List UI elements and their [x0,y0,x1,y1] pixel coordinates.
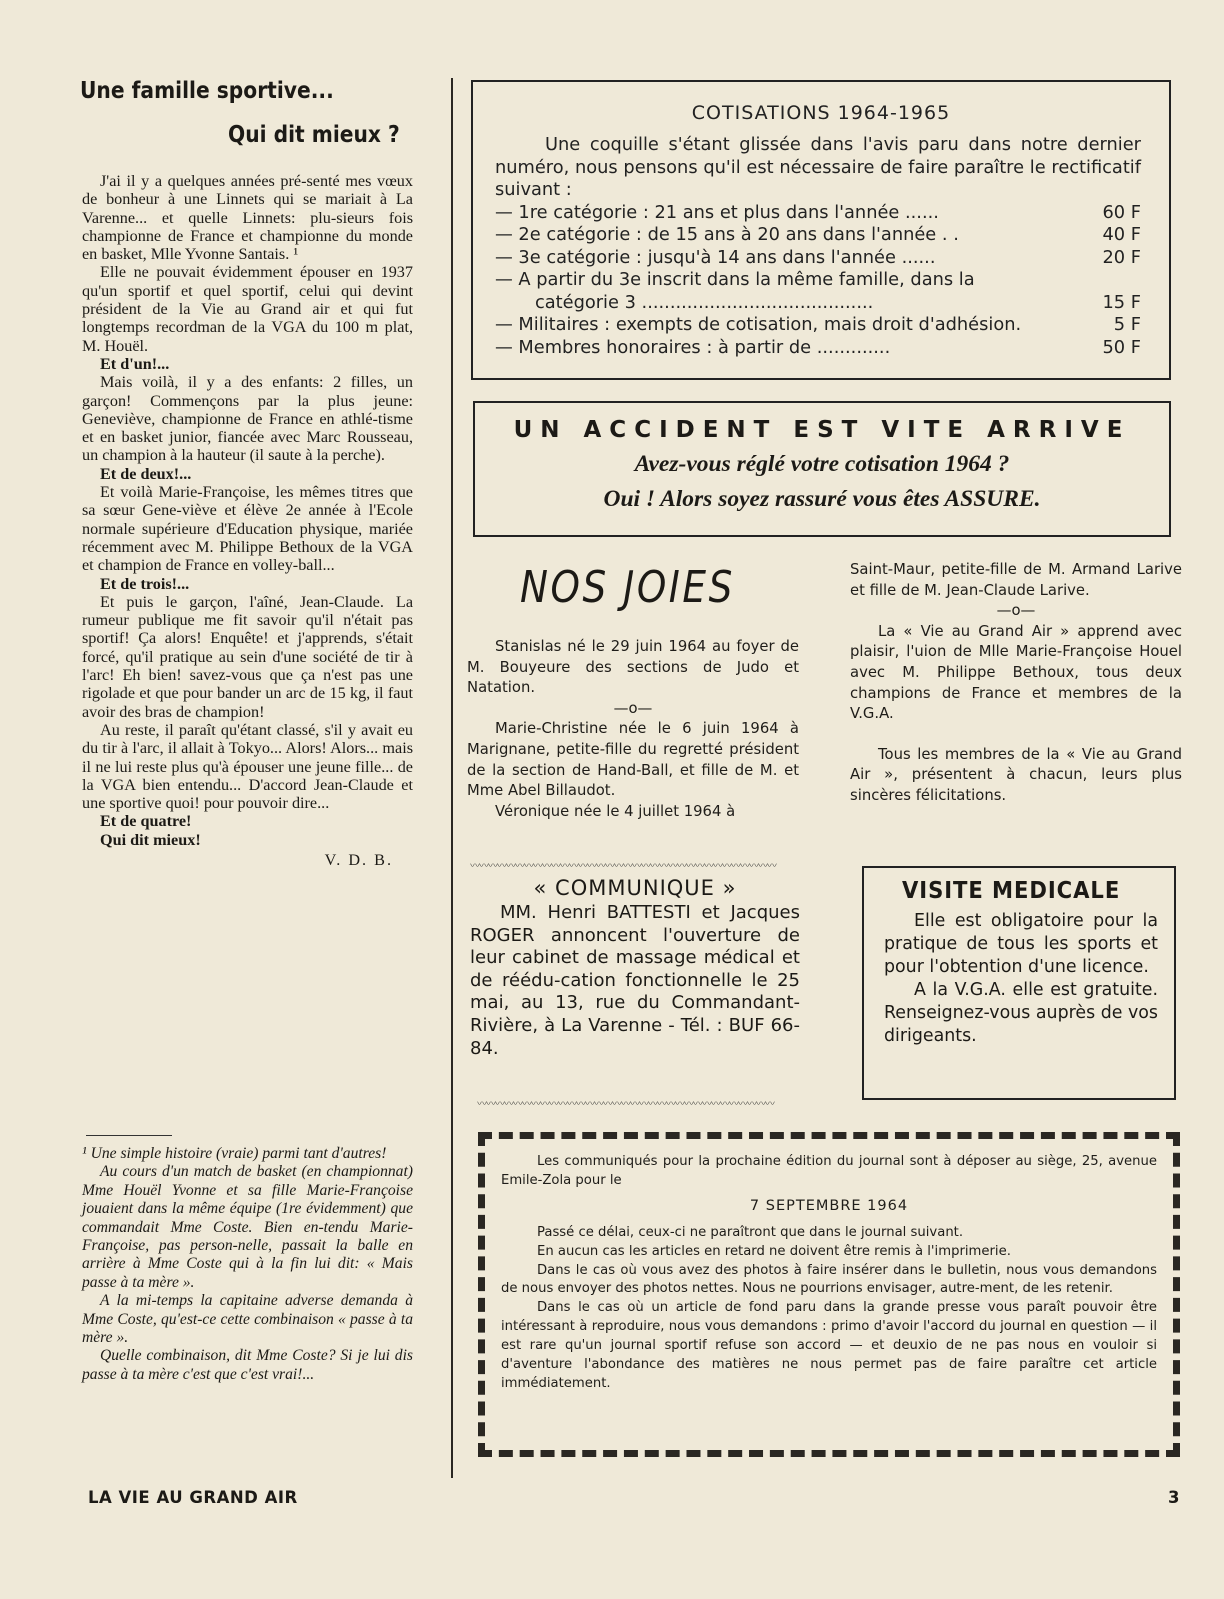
article-paragraph: Au reste, il paraît qu'étant classé, s'il y avait eu du tir à l'arc, il allait à Tokyo... Alors! Alors... mais il ne lui reste plus qu'à épouser une jeune fille... de la VGA bien entendu... D'accord Jean-Claude et une sportive quoi! pour pouvoir dire... [82,720,413,813]
joies-title: NOS JOIES [520,562,735,613]
cotisation-label: — 2e catégorie : de 15 ans à 20 ans dans l'année . . [495,224,959,245]
visite-paragraph: A la V.G.A. elle est gratuite. Renseignez-vous auprès de vos dirigeants. [884,980,1158,1046]
accident-heading: UN ACCIDENT EST VITE ARRIVE [513,417,1131,443]
article-title: Une famille sportive... [80,78,334,104]
cotisation-row [495,224,1141,247]
article-callout: Qui dit mieux! [100,830,201,849]
cotisation-row [495,247,1141,270]
cotisation-label: — Membres honoraires : à partir de ............. [495,336,891,358]
notice-paragraph: Les communiqués pour la prochaine édition du journal sont à déposer au siège, 25, avenue Emile-Zola pour le [501,1154,1157,1188]
cotisation-amount: 60 F [1102,201,1141,223]
cotisations-title: COTISATIONS 1964-1965 [691,102,951,124]
cotisation-row [495,269,1141,292]
visite-medicale-box [862,866,1176,1100]
visite-paragraph: Elle est obligatoire pour la pratique de tous les sports et pour l'obtention d'une licence. [884,911,1158,977]
cotisations-box [471,80,1171,380]
cotisation-amount: 40 F [1102,224,1141,245]
joies-right-column [850,560,1182,807]
cotisation-row [495,202,1141,225]
column-divider [451,78,453,1478]
wave-divider: 〰〰〰〰〰〰〰〰〰〰〰〰〰〰〰〰〰〰〰〰〰〰〰〰〰〰〰〰〰〰〰〰〰〰 [470,861,776,872]
cotisation-label: — 3e catégorie : jusqu'à 14 ans dans l'année ...... [495,246,936,268]
footnote-rule [86,1135,172,1136]
communique-text: MM. Henri BATTESTI et Jacques ROGER annoncent l'ouverture de leur cabinet de massage médical et de réédu-cation fonctionnelle le 25 mai, au 13, rue du Commandant-Rivière, à La Varenne - Tél. : BUF 66-84. [470,902,800,1059]
article-paragraph: Elle ne pouvait évidemment épouser en 1937 qu'un sportif et quel sportif, celui qui devint président de la Vie au Grand air et qui fut longtemps recordman de la VGA du 100 m plat, M. Houël. [82,263,413,355]
joies-entry: Marie-Christine née le 6 juin 1964 à Marignane, petite-fille du regretté président de la section de Hand-Ball, et fille de M. et Mme Abel Billaudot. [467,720,799,800]
cotisation-label: — A partir du 3e inscrit dans la même famille, dans la [495,269,975,290]
cotisation-label: — Militaires : exempts de cotisation, mais droit d'adhésion. [495,314,1022,335]
article-callout: Et d'un!... [100,354,170,373]
joies-entry: Stanislas né le 29 juin 1964 au foyer de M. Bouyeure des sections de Judo et Natation. [467,638,799,697]
notice-paragraph: Dans le cas où vous avez des photos à faire insérer dans le bulletin, nous vous demandons de nous envoyer des photos nettes. Nous ne pourrions envisager, autre-ment, de les retenir. [501,1262,1157,1297]
cotisation-label: catégorie 3 ......................................... [535,291,874,313]
joies-entry: Véronique née le 4 juillet 1964 à [495,802,736,820]
cotisation-row [495,314,1141,337]
article-paragraph: J'ai il y a quelques années pré-senté mes vœux de bonheur à une Linnets qui se mariait à La Varenne... et quelle Linnets: plu-sieurs fois championne de France et championne du monde en basket, Mlle Yvonne Santais. ¹ [82,172,413,264]
notice-paragraph: Dans le cas où un article de fond paru dans la grande presse vous paraît pouvoir être intéressant à reproduire, nous vous demandons : primo d'avoir l'accord du journal en question — il est rare qu'un journal sportif refuse son accord — et deuxio de ne pas nous en vouloir si d'aventure l'abondance des matières ne nous permet pas de faire paraître cet article immédiatement. [501,1300,1157,1391]
footnote-paragraph: A la mi-temps la capitaine adverse demanda à Mme Coste, qu'est-ce cette combinaison « passe à ta mère ». [82,1292,413,1347]
accident-box [473,401,1171,537]
notice-date: 7 SEPTEMBRE 1964 [749,1197,909,1214]
article-signature: V. D. B. [324,850,393,869]
notice-box [478,1132,1180,1457]
communique-body [470,902,800,1060]
notice-paragraph: Passé ce délai, ceux-ci ne paraîtront que dans le journal suivant. [537,1224,964,1240]
cotisation-row [495,292,1141,315]
joies-left-column [467,637,799,822]
joies-separator: —o— [613,699,653,717]
cotisation-amount: 5 F [1113,314,1141,335]
communique-title: « COMMUNIQUE » [533,876,737,900]
cotisation-amount: 20 F [1102,246,1141,268]
article-callout: Et de deux!... [100,464,192,483]
footnote-paragraph: ¹ Une simple histoire (vraie) parmi tant d'autres! [82,1145,387,1162]
accident-answer: Oui ! Alors soyez rassuré vous êtes ASSURE. [603,486,1041,512]
article-paragraph: Et puis le garçon, l'aîné, Jean-Claude. La rumeur publique me fit savoir qu'il n'était pas sportif! Ça alors! Enquête! et j'apprends, s'était forcé, qu'il pratique au sein d'une société de tir à l'arc! Eh bien! savez-vous que ça n'est pas une rigolade et que pour bander un arc de 15 kg, il faut avoir des bras de champion! [82,592,413,721]
footnote-paragraph: Au cours d'un match de basket (en championnat) Mme Houël Yvonne et sa fille Marie-Françoise jouaient dans la même équipe (1re évidemment) que commandait Mme Coste. Bien en-tendu Marie-Françoise, pas person-nelle, passait la balle en arrière à Mme Coste qui à la fin lui dit: « Mais passe à ta mère ». [82,1163,413,1291]
article-callout: Et de quatre! [100,812,192,831]
cotisation-amount: 50 F [1102,336,1141,358]
cotisation-amount: 15 F [1102,291,1141,313]
cotisation-label: — 1re catégorie : 21 ans et plus dans l'année ...... [495,201,939,223]
visite-text [884,910,1158,1048]
article-body [82,172,413,869]
wave-divider: 〰〰〰〰〰〰〰〰〰〰〰〰〰〰〰〰〰〰〰〰〰〰〰〰〰〰〰〰〰〰〰〰〰 [477,1099,774,1110]
visite-title: VISITE MEDICALE [902,878,1121,904]
notice-paragraph: En aucun cas les articles en retard ne doivent être remis à l'imprimerie. [537,1243,1011,1259]
joies-separator: —o— [996,602,1036,620]
cotisations-intro: Une coquille s'étant glissée dans l'avis paru dans notre dernier numéro, nous pensons qu'il est nécessaire de faire paraître le rectificatif suivant : [495,134,1141,200]
publication-title: LA VIE AU GRAND AIR [88,1488,298,1507]
article-callout: Et de trois!... [100,574,190,593]
joies-entry: Saint-Maur, petite-fille de M. Armand Larive et fille de M. Jean-Claude Larive. [850,561,1182,599]
accident-question: Avez-vous réglé votre cotisation 1964 ? [634,451,1010,477]
joies-entry: Tous les membres de la « Vie au Grand Air », présentent à chacun, leurs plus sincères félicitations. [850,745,1182,804]
article-footnote [82,1145,413,1384]
joies-entry: La « Vie au Grand Air » apprend avec plaisir, l'uion de Mlle Marie-Françoise Houel avec M. Philippe Bethoux, tous deux champions de France et membres de la V.G.A. [850,622,1182,723]
footnote-paragraph: Quelle combinaison, dit Mme Coste? Si je lui dis passe à ta mère c'est que c'est vrai!... [82,1347,413,1383]
article-subtitle: Qui dit mieux ? [228,122,400,148]
article-paragraph: Et voilà Marie-Françoise, les mêmes titres que sa sœur Gene-viève et élève 2e année à l'Ecole normale supérieure d'Education physique, mariée récemment avec M. Philippe Bethoux de la VGA et champion de France en volley-ball... [82,483,413,575]
cotisation-row [495,337,1141,360]
article-paragraph: Mais voilà, il y a des enfants: 2 filles, un garçon! Commençons par la plus jeune: Geneviève, championne de France en athlé-tisme et en basket junior, fiancée avec Marc Rousseau, un champion à la hauteur (il saute à la perche). [82,373,413,465]
page-number: 3 [1168,1488,1180,1507]
